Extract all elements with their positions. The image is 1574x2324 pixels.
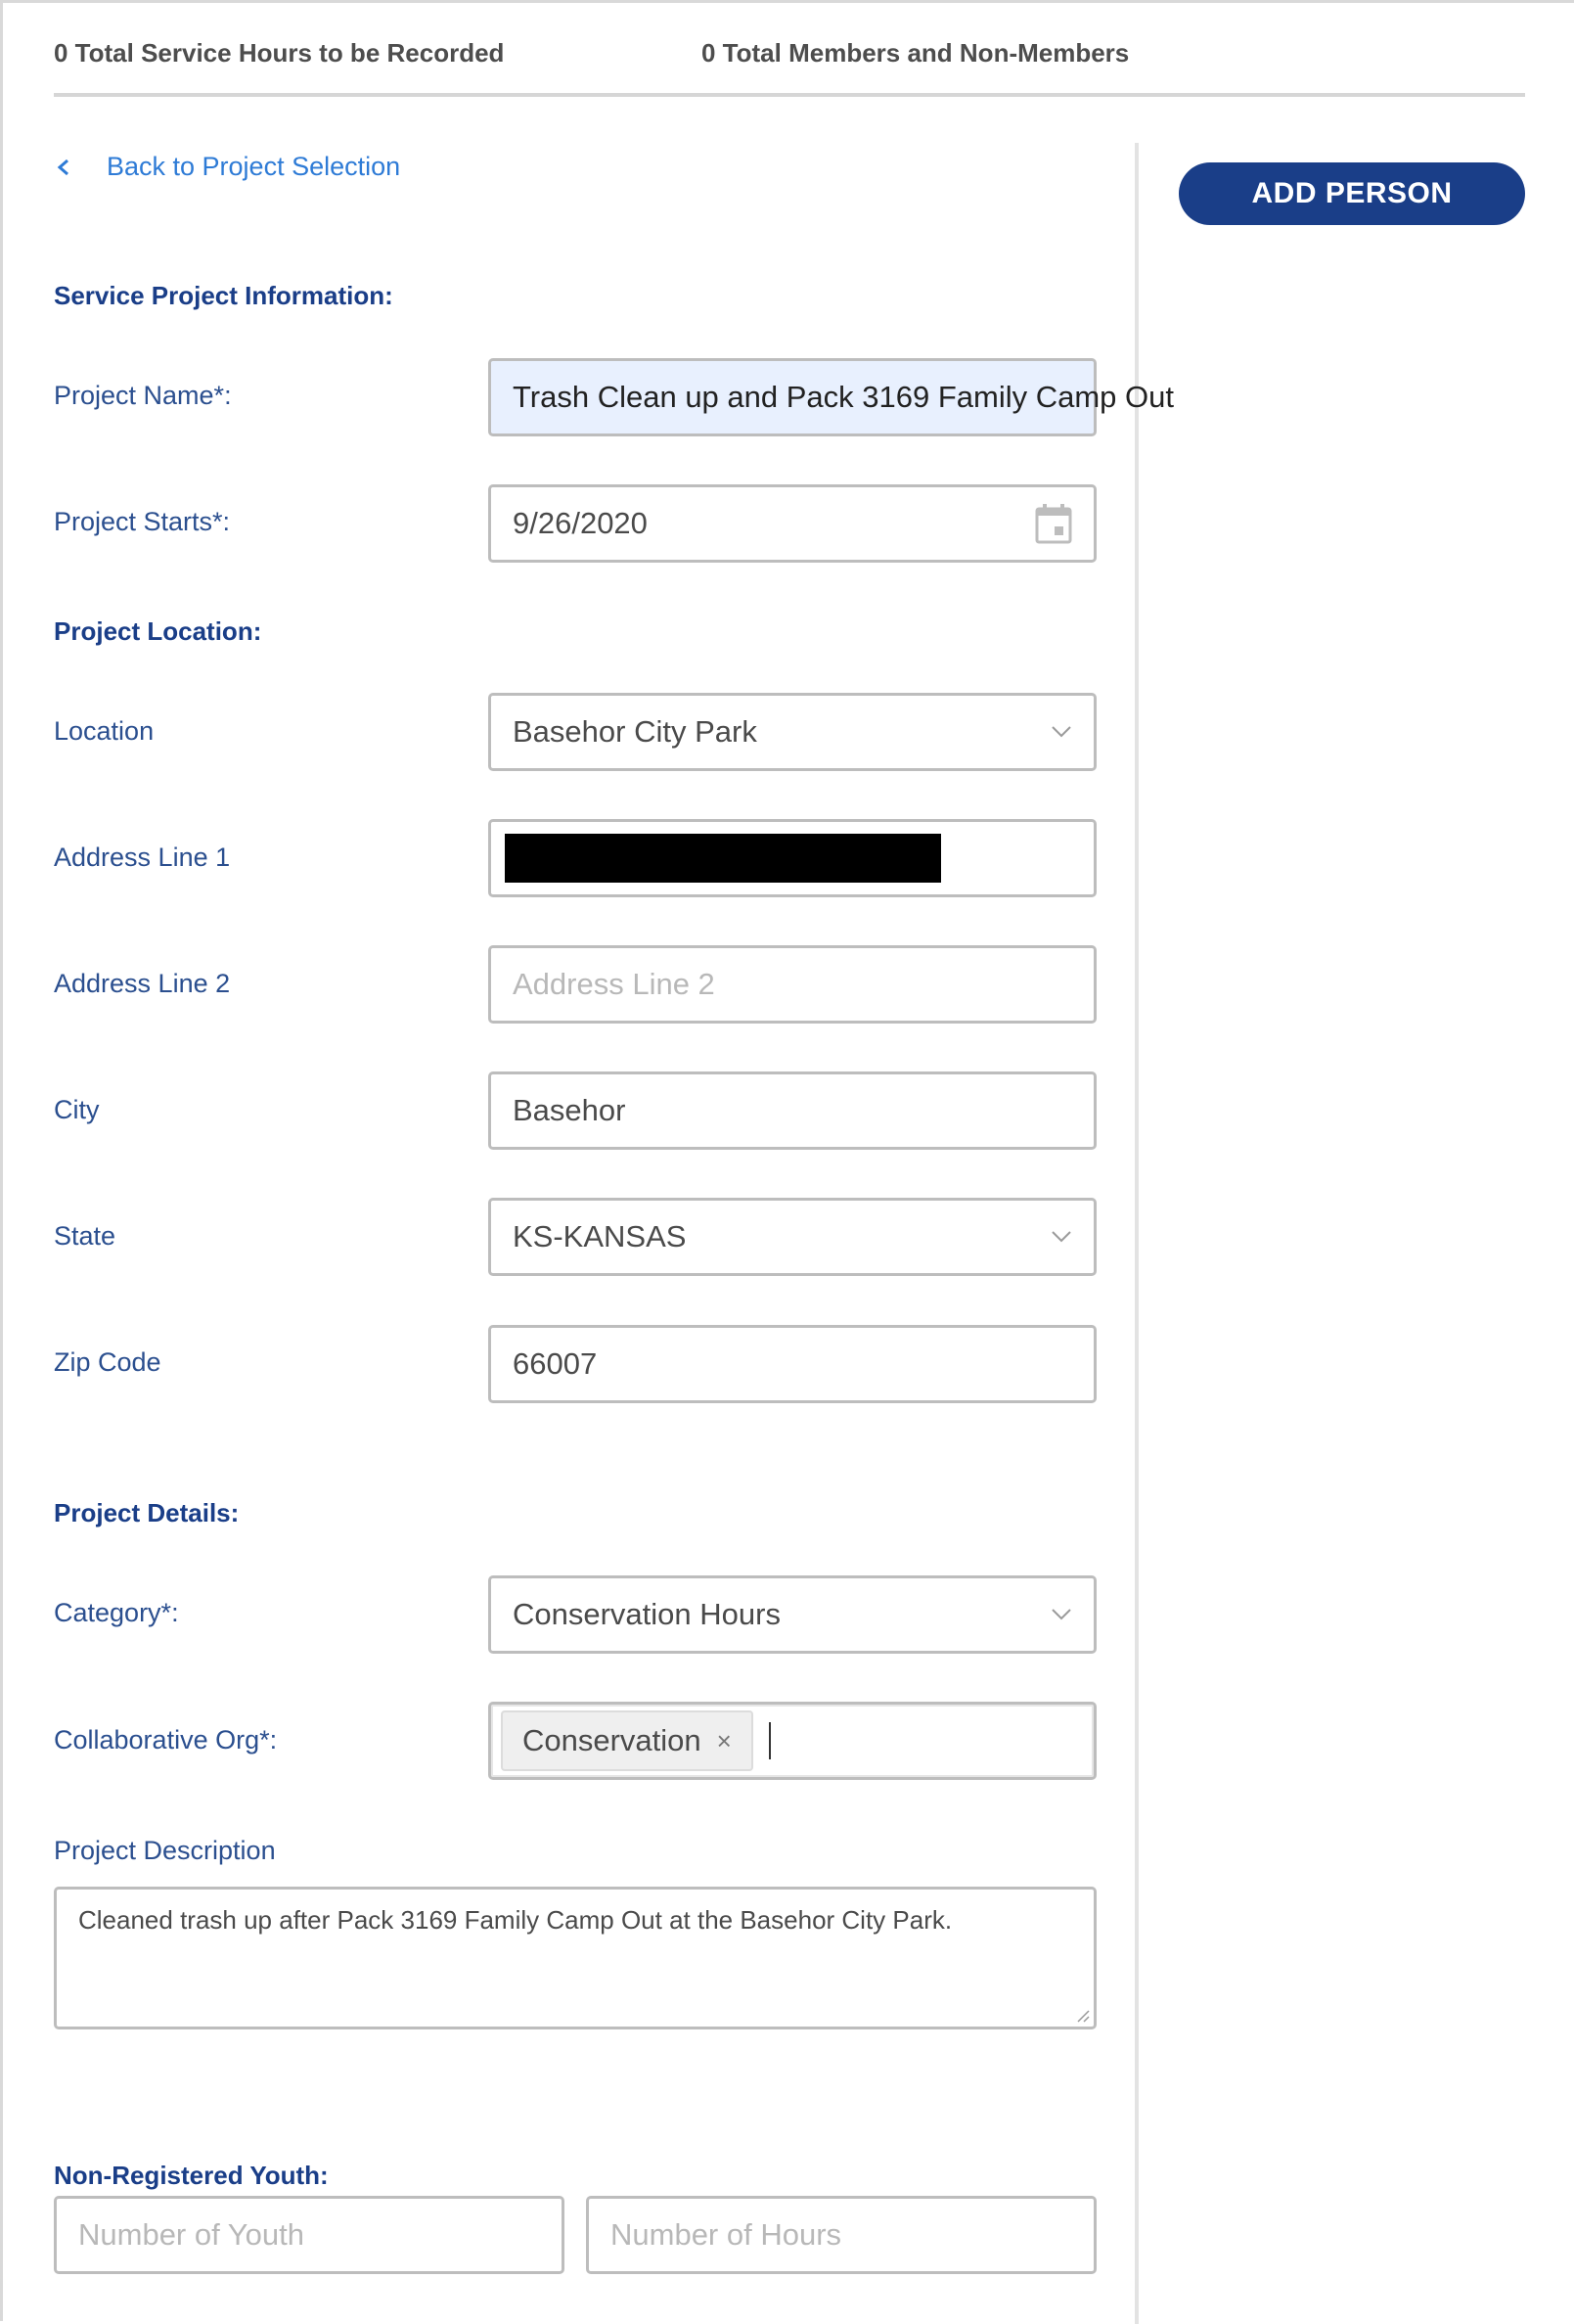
resize-grip-icon[interactable] [1074, 2007, 1090, 2023]
category-value: Conservation Hours [513, 1597, 781, 1631]
project-description-textarea[interactable] [54, 1887, 1097, 2029]
collaborative-org-label: Collaborative Org*: [54, 1725, 278, 1754]
project-description-label: Project Description [54, 1836, 276, 1865]
address-line-2-label: Address Line 2 [54, 969, 231, 998]
address-line-2-placeholder: Address Line 2 [513, 967, 715, 1001]
project-location-heading: Project Location: [54, 616, 262, 646]
address-line-2-input[interactable] [488, 945, 1097, 1024]
city-value: Basehor [513, 1093, 626, 1127]
back-link-label: Back to Project Selection [107, 152, 401, 181]
project-starts-input[interactable] [488, 484, 1097, 563]
address-line-1-label: Address Line 1 [54, 843, 231, 872]
chevron-down-icon [1051, 1608, 1072, 1621]
number-of-youth-placeholder: Number of Youth [78, 2217, 304, 2252]
column-divider [1135, 143, 1139, 2324]
tag-label: Conservation [522, 1723, 701, 1757]
category-select[interactable] [488, 1575, 1097, 1654]
category-label: Category*: [54, 1598, 179, 1627]
total-members-text: 0 Total Members and Non-Members [701, 38, 1130, 68]
project-name-value: Trash Clean up and Pack 3169 Family Camp Out [513, 380, 1175, 414]
project-name-label: Project Name*: [54, 381, 232, 410]
calendar-icon[interactable] [1035, 503, 1072, 544]
zip-code-input[interactable] [488, 1325, 1097, 1403]
project-name-input[interactable] [488, 358, 1175, 436]
conservation-tag [501, 1710, 753, 1771]
chevron-down-icon [1051, 725, 1072, 739]
total-hours-text: 0 Total Service Hours to be Recorded [54, 38, 505, 68]
summary-bar [54, 38, 1525, 97]
number-of-youth-input[interactable] [54, 2196, 564, 2274]
zip-code-value: 66007 [513, 1346, 598, 1381]
add-person-button[interactable]: ADD PERSON [1179, 162, 1525, 225]
state-value: KS-KANSAS [513, 1219, 687, 1253]
chevron-down-icon [1051, 1230, 1072, 1244]
number-of-hours-placeholder: Number of Hours [610, 2217, 842, 2252]
text-cursor [769, 1722, 771, 1759]
location-value: Basehor City Park [513, 714, 757, 749]
project-starts-value: 9/26/2020 [513, 506, 648, 540]
city-label: City [54, 1095, 100, 1124]
city-input[interactable] [488, 1071, 1097, 1150]
non-registered-youth-heading: Non-Registered Youth: [54, 2161, 329, 2190]
remove-tag-icon[interactable]: × [716, 1725, 732, 1755]
address-line-1-input[interactable] [488, 819, 1097, 897]
state-label: State [54, 1221, 116, 1251]
location-label: Location [54, 716, 155, 746]
project-description-value: Cleaned trash up after Pack 3169 Family Camp Out at the Basehor City Park. [78, 1905, 953, 1935]
location-select[interactable] [488, 693, 1097, 771]
zip-code-label: Zip Code [54, 1347, 161, 1377]
chevron-left-icon [54, 153, 73, 182]
collaborative-org-input[interactable] [488, 1702, 1097, 1780]
back-to-project-selection-link[interactable] [54, 152, 400, 182]
project-details-heading: Project Details: [54, 1498, 240, 1527]
redacted-block [505, 834, 941, 883]
state-select[interactable] [488, 1198, 1097, 1276]
project-starts-label: Project Starts*: [54, 507, 231, 536]
number-of-hours-input[interactable] [586, 2196, 1097, 2274]
service-info-heading: Service Project Information: [54, 281, 393, 310]
